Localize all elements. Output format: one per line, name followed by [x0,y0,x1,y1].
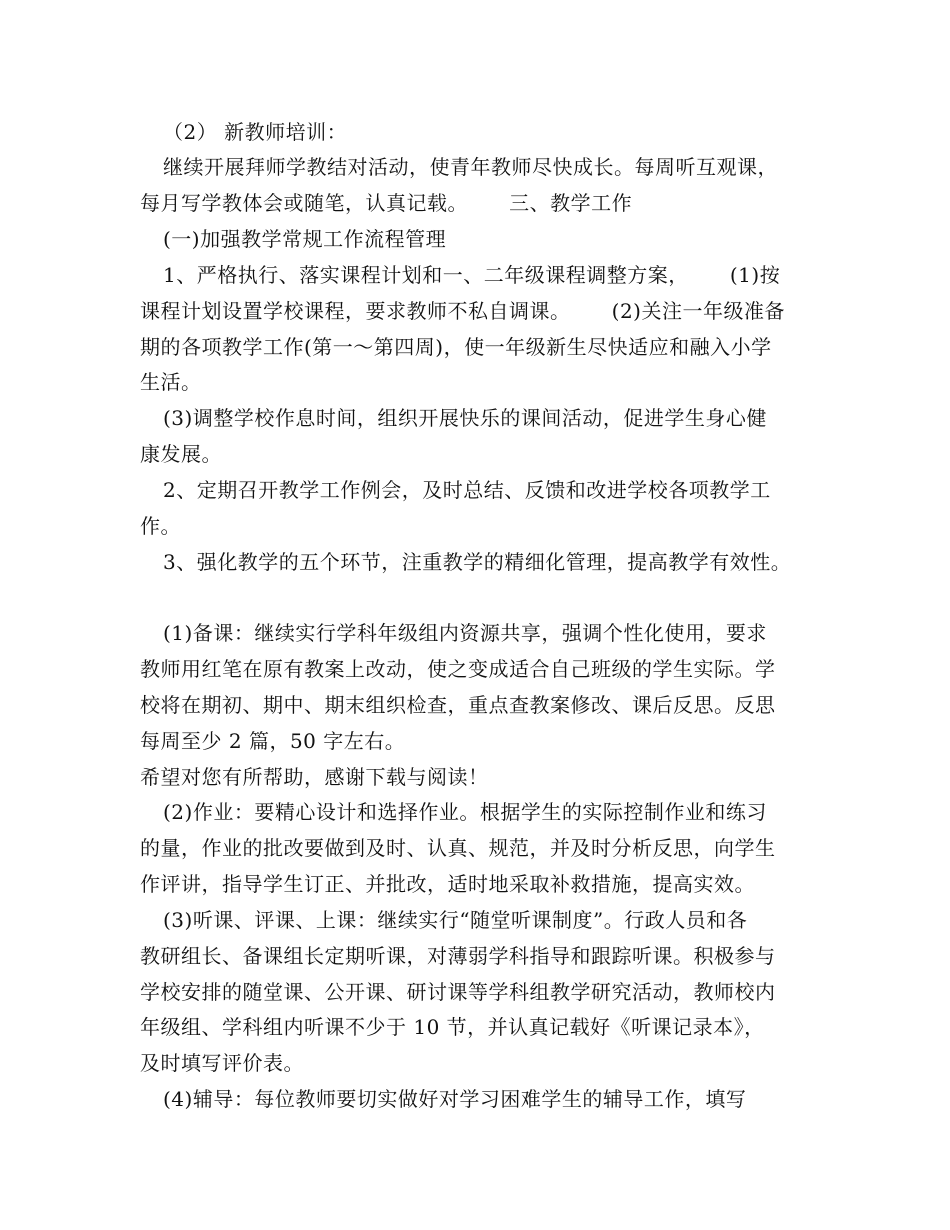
paragraph-line: 年级组、学科组内听课不少于 10 节，并认真记载好《听课记录本》， [140,1015,765,1039]
paragraph-line: (4)辅导：每位教师要切实做好对学习困难学生的辅导工作，填写 [163,1087,747,1111]
paragraph-line: 学校安排的随堂课、公开课、研讨课等学科组教学研究活动，教师校内 [140,980,776,1004]
paragraph-line: (2)作业：要精心设计和选择作业。根据学生的实际控制作业和练习 [163,800,767,824]
paragraph-line: 3、强化教学的五个环节，注重教学的精细化管理，提高教学有效性。 [163,550,792,574]
paragraph-line: 每周至少 2 篇，50 字左右。 [140,729,406,753]
paragraph-line: 期的各项教学工作(第一～第四周)，使一年级新生尽快适应和融入小学 [140,335,772,359]
paragraph-line: 生活。 [140,370,202,394]
paragraph-line: 课程计划设置学校课程，要求教师不私自调课。 (2)关注一年级准备 [140,299,785,323]
paragraph-line: 作。 [140,514,181,538]
paragraph-line: (3)调整学校作息时间，组织开展快乐的课间活动，促进学生身心健 [163,406,767,430]
paragraph-line: 每月写学教体会或随笔，认真记载。 三、教学工作 [140,191,633,215]
paragraph-line: 康发展。 [140,442,222,466]
section-heading-teaching-routine: (一)加强教学常规工作流程管理 [163,227,447,251]
paragraph-line: 继续开展拜师学教结对活动，使青年教师尽快成长。每周听互观课， [163,155,778,179]
paragraph-line: 2、定期召开教学工作例会，及时总结、反馈和改进学校各项教学工 [163,478,771,502]
download-thanks-note: 希望对您有所帮助，感谢下载与阅读！ [140,765,489,789]
paragraph-line: 校将在期初、期中、期末组织检查，重点查教案修改、课后反思。反思 [140,693,776,717]
paragraph-line: 作评讲，指导学生订正、并批改，适时地采取补救措施，提高实效。 [140,872,755,896]
paragraph-line: 1、严格执行、落实课程计划和一、二年级课程调整方案， (1)按 [163,263,781,287]
paragraph-line: 及时填写评价表。 [140,1051,304,1075]
paragraph-line: 教研组长、备课组长定期听课，对薄弱学科指导和跟踪听课。积极参与 [140,944,776,968]
paragraph-line: 的量，作业的批改要做到及时、认真、规范，并及时分析反思，向学生 [140,836,776,860]
paragraph-line: (3)听课、评课、上课：继续实行“随堂听课制度”。行政人员和各 [163,908,748,932]
heading-new-teacher-training: （2） 新教师培训： [163,120,348,144]
paragraph-line: 教师用红笔在原有教案上改动，使之变成适合自己班级的学生实际。学 [140,657,776,681]
paragraph-line: (1)备课：继续实行学科年级组内资源共享，强调个性化使用，要求 [163,621,767,645]
